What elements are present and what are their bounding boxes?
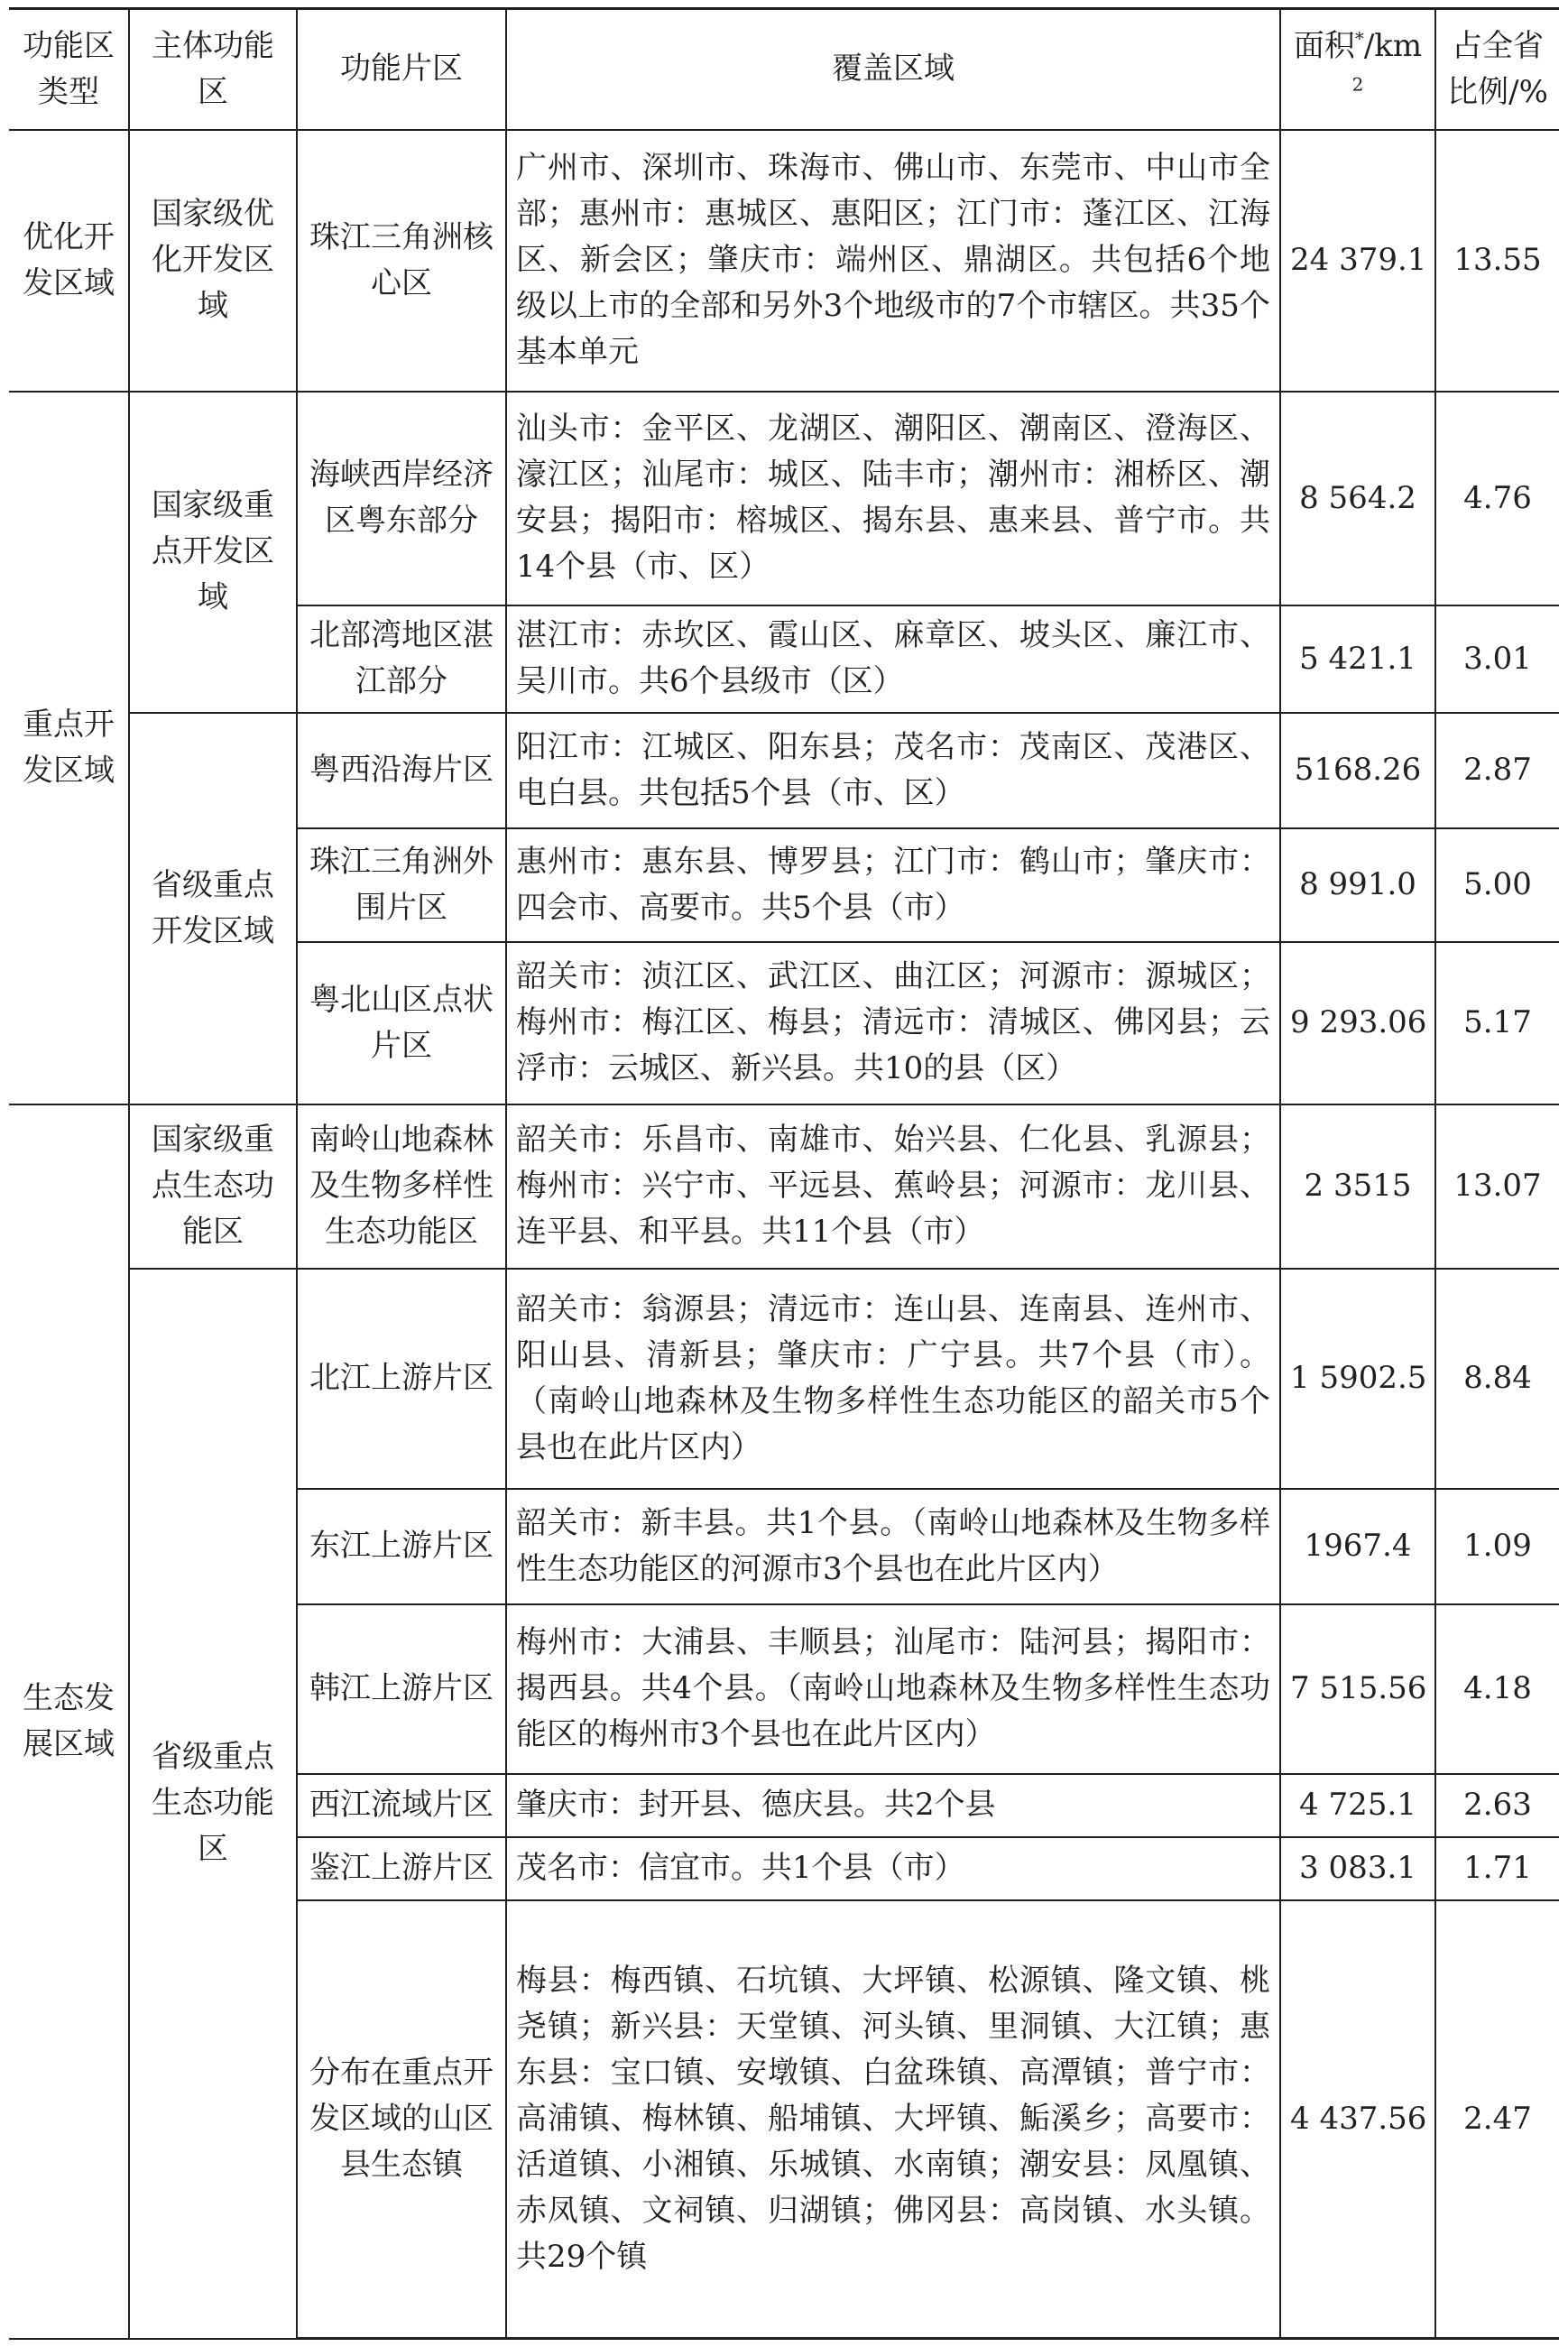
coverage-cell: 阳江市：江城区、阳东县；茂名市：茂南区、茂港区、电白县。共包括5个县（市、区） (506, 713, 1280, 828)
sub-zone-cell: 分布在重点开发区域的山区县生态镇 (297, 1900, 506, 2339)
sub-zone-cell: 南岭山地森林及生物多样性生态功能区 (297, 1104, 506, 1269)
ratio-cell: 1.71 (1435, 1837, 1559, 1900)
sub-zone-cell: 西江流域片区 (297, 1774, 506, 1837)
header-area-star: * (1354, 27, 1364, 50)
ratio-cell: 5.17 (1435, 942, 1559, 1104)
header-area-unit: /km (1363, 27, 1423, 64)
main-zone-cell: 国家级重点生态功能区 (129, 1104, 297, 1269)
area-cell: 8 564.2 (1280, 392, 1435, 605)
area-cell: 7 515.56 (1280, 1604, 1435, 1774)
coverage-cell: 肇庆市：封开县、德庆县。共2个县 (506, 1774, 1280, 1837)
main-zone-cell: 国家级重点开发区域 (129, 392, 297, 713)
sub-zone-cell: 海峡西岸经济区粤东部分 (297, 392, 506, 605)
header-main-zone: 主体功能区 (129, 9, 297, 130)
header-row (9, 9, 1559, 130)
area-cell: 3 083.1 (1280, 1837, 1435, 1900)
coverage-cell: 韶关市：乐昌市、南雄市、始兴县、仁化县、乳源县；梅州市：兴宁市、平远县、蕉岭县；河源市：龙川县、连平县、和平县。共11个县（市） (506, 1104, 1280, 1269)
sub-zone-cell: 北江上游片区 (297, 1269, 506, 1489)
ratio-cell: 1.09 (1435, 1489, 1559, 1604)
sub-zone-cell: 韩江上游片区 (297, 1604, 506, 1774)
functional-zones-table (9, 7, 1559, 2340)
area-cell: 4 725.1 (1280, 1774, 1435, 1837)
header-area-label: 面积 (1293, 27, 1355, 64)
area-cell: 2 3515 (1280, 1104, 1435, 1269)
type-cell: 重点开发区域 (9, 392, 129, 1104)
area-cell: 8 991.0 (1280, 828, 1435, 942)
area-cell: 24 379.1 (1280, 130, 1435, 392)
ratio-cell: 4.18 (1435, 1604, 1559, 1774)
coverage-cell: 梅县：梅西镇、石坑镇、大坪镇、松源镇、隆文镇、桃尧镇；新兴县：天堂镇、河头镇、里洞镇、大江镇；惠东县：宝口镇、安墩镇、白盆珠镇、高潭镇；普宁市：高浦镇、梅林镇、船埔镇、大坪镇、鮜溪乡；高要市：活道镇、小湘镇、乐城镇、水南镇；潮安县：凤凰镇、赤凤镇、文祠镇、归湖镇；佛冈县：高岗镇、水头镇。共29个镇 (506, 1900, 1280, 2339)
sub-zone-cell: 东江上游片区 (297, 1489, 506, 1604)
coverage-cell: 韶关市：新丰县。共1个县。（南岭山地森林及生物多样性生态功能区的河源市3个县也在此片区内） (506, 1489, 1280, 1604)
coverage-cell: 茂名市：信宜市。共1个县（市） (506, 1837, 1280, 1900)
header-coverage: 覆盖区域 (506, 9, 1280, 130)
main-zone-cell: 省级重点开发区域 (129, 713, 297, 1104)
ratio-cell: 2.47 (1435, 1900, 1559, 2339)
table-row (9, 1269, 1559, 1489)
coverage-cell: 汕头市：金平区、龙湖区、潮阳区、潮南区、澄海区、濠江区；汕尾市：城区、陆丰市；潮州市：湘桥区、潮安县；揭阳市：榕城区、揭东县、惠来县、普宁市。共14个县（市、区） (506, 392, 1280, 605)
area-cell: 1967.4 (1280, 1489, 1435, 1604)
sub-zone-cell: 珠江三角洲核心区 (297, 130, 506, 392)
area-cell: 5168.26 (1280, 713, 1435, 828)
header-sub-zone: 功能片区 (297, 9, 506, 130)
ratio-cell: 13.07 (1435, 1104, 1559, 1269)
area-cell: 4 437.56 (1280, 1900, 1435, 2339)
coverage-cell: 湛江市：赤坎区、霞山区、麻章区、坡头区、廉江市、吴川市。共6个县级市（区） (506, 605, 1280, 713)
sub-zone-cell: 珠江三角洲外围片区 (297, 828, 506, 942)
ratio-cell: 13.55 (1435, 130, 1559, 392)
type-cell: 优化开发区域 (9, 130, 129, 392)
coverage-cell: 韶关市：浈江区、武江区、曲江区；河源市：源城区；梅州市：梅江区、梅县；清远市：清城区、佛冈县；云浮市：云城区、新兴县。共10的县（区） (506, 942, 1280, 1104)
main-zone-cell: 国家级优化开发区域 (129, 130, 297, 392)
coverage-cell: 梅州市：大浦县、丰顺县；汕尾市：陆河县；揭阳市：揭西县。共4个县。（南岭山地森林及生物多样性生态功能区的梅州市3个县也在此片区内） (506, 1604, 1280, 1774)
table-row (9, 713, 1559, 828)
sub-zone-cell: 粤西沿海片区 (297, 713, 506, 828)
sub-zone-cell: 北部湾地区湛江部分 (297, 605, 506, 713)
table-row (9, 130, 1559, 392)
table-row (9, 392, 1559, 605)
sub-zone-cell: 鉴江上游片区 (297, 1837, 506, 1900)
area-cell: 1 5902.5 (1280, 1269, 1435, 1489)
ratio-cell: 2.87 (1435, 713, 1559, 828)
ratio-cell: 2.63 (1435, 1774, 1559, 1837)
coverage-cell: 广州市、深圳市、珠海市、佛山市、东莞市、中山市全部；惠州市：惠城区、惠阳区；江门市：蓬江区、江海区、新会区；肇庆市：端州区、鼎湖区。共包括6个地级以上市的全部和另外3个地级市的7个市辖区。共35个基本单元 (506, 130, 1280, 392)
ratio-cell: 4.76 (1435, 392, 1559, 605)
main-zone-cell: 省级重点生态功能区 (129, 1269, 297, 2339)
area-cell: 9 293.06 (1280, 942, 1435, 1104)
ratio-cell: 8.84 (1435, 1269, 1559, 1489)
sub-zone-cell: 粤北山区点状片区 (297, 942, 506, 1104)
header-area-unit-exp: 2 (1351, 73, 1364, 96)
table-row (9, 1104, 1559, 1269)
type-cell: 生态发展区域 (9, 1104, 129, 2339)
ratio-cell: 5.00 (1435, 828, 1559, 942)
coverage-cell: 惠州市：惠东县、博罗县；江门市：鹤山市；肇庆市：四会市、高要市。共5个县（市） (506, 828, 1280, 942)
coverage-cell: 韶关市：翁源县；清远市：连山县、连南县、连州市、阳山县、清新县；肇庆市：广宁县。共7个县（市）。（南岭山地森林及生物多样性生态功能区的韶关市5个县也在此片区内） (506, 1269, 1280, 1489)
area-cell: 5 421.1 (1280, 605, 1435, 713)
ratio-cell: 3.01 (1435, 605, 1559, 713)
header-ratio: 占全省比例/% (1435, 9, 1559, 130)
header-area (1280, 9, 1435, 130)
header-type: 功能区类型 (9, 9, 129, 130)
